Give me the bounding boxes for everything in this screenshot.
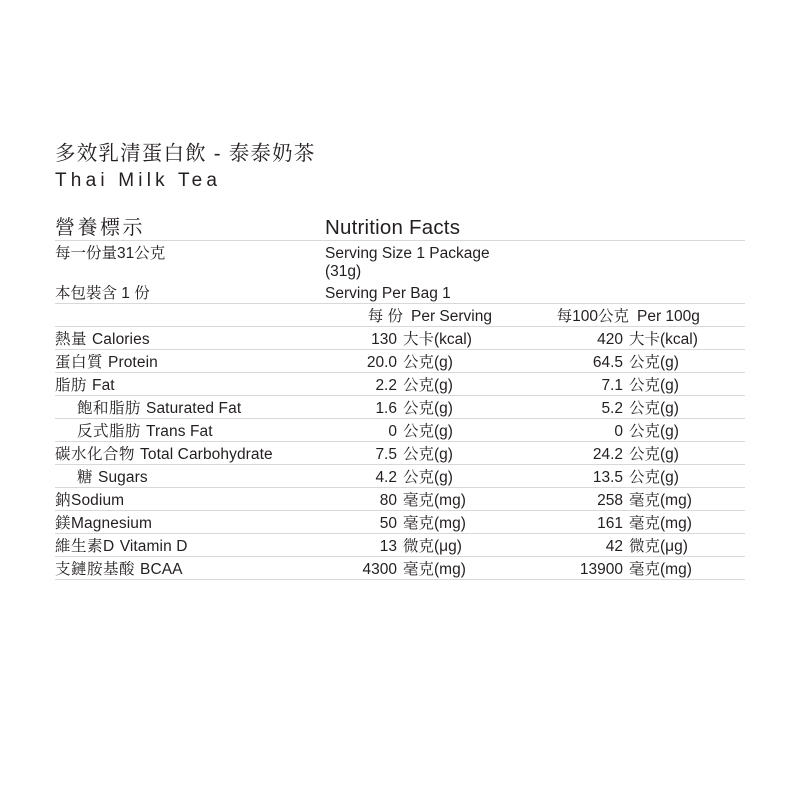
value-per-serving: 2.2 bbox=[375, 377, 397, 395]
nutrient-label-chinese: 飽和脂肪 bbox=[77, 400, 142, 418]
nutrient-label-english: Protein bbox=[108, 354, 158, 372]
value-per-serving: 80 bbox=[379, 492, 397, 510]
nutrient-label-chinese: 支鏈胺基酸 bbox=[55, 561, 136, 579]
value-per-100g: 13.5 bbox=[592, 469, 623, 487]
value-per-serving: 13 bbox=[379, 538, 397, 556]
nutrient-label-chinese: 維生素D bbox=[55, 538, 115, 556]
unit-per-100g: 毫克(mg) bbox=[629, 561, 692, 579]
nutrient-label bbox=[55, 534, 325, 557]
column-header-per-serving-chinese: 每 份 bbox=[367, 308, 403, 326]
value-per-serving: 50 bbox=[379, 515, 397, 533]
table-row bbox=[55, 419, 745, 442]
nutrient-label bbox=[55, 442, 325, 465]
nutrient-label bbox=[55, 327, 325, 350]
value-per-100g: 5.2 bbox=[601, 400, 623, 418]
value-per-100g: 24.2 bbox=[592, 446, 623, 464]
nutrient-label bbox=[55, 488, 325, 511]
nutrient-label bbox=[55, 511, 325, 534]
value-per-serving: 0 bbox=[388, 423, 397, 441]
nutrient-label bbox=[55, 373, 325, 396]
unit-per-100g: 公克(g) bbox=[629, 469, 679, 487]
unit-per-100g: 毫克(mg) bbox=[629, 492, 692, 510]
unit-per-serving: 毫克(mg) bbox=[403, 492, 466, 510]
value-per-100g: 0 bbox=[614, 423, 623, 441]
nutrient-label bbox=[55, 465, 325, 488]
unit-per-100g: 毫克(mg) bbox=[629, 515, 692, 533]
panel-header-row bbox=[55, 211, 745, 241]
panel-header-english: Nutrition Facts bbox=[325, 216, 461, 240]
nutrient-label-chinese: 鈉 bbox=[55, 492, 72, 510]
unit-per-serving: 公克(g) bbox=[403, 377, 453, 395]
serving-size-english: Serving Size 1 Package (31g) bbox=[325, 245, 490, 281]
panel-header-chinese: 營養標示 bbox=[55, 217, 145, 240]
nutrient-label bbox=[55, 557, 325, 580]
panel-header-spacer bbox=[519, 211, 745, 241]
value-per-serving: 7.5 bbox=[375, 446, 397, 464]
unit-per-100g: 公克(g) bbox=[629, 400, 679, 418]
nutrient-label-chinese: 熱量 bbox=[55, 331, 88, 349]
column-header-per-serving-english: Per Serving bbox=[411, 308, 492, 326]
servings-per-bag-english: Serving Per Bag 1 bbox=[325, 285, 451, 303]
nutrient-label-english: Fat bbox=[92, 377, 115, 395]
value-per-serving: 130 bbox=[371, 331, 397, 349]
table-row bbox=[55, 327, 745, 350]
table-row bbox=[55, 350, 745, 373]
unit-per-100g: 公克(g) bbox=[629, 423, 679, 441]
serving-size-row bbox=[55, 241, 745, 282]
table-bottom-rule bbox=[55, 580, 745, 641]
nutrient-label-chinese: 糖 bbox=[77, 469, 94, 487]
column-header-per-100g-english: Per 100g bbox=[637, 308, 700, 326]
column-header-per-100g-chinese: 每100公克 bbox=[556, 308, 629, 326]
nutrition-facts-table bbox=[55, 211, 745, 640]
nutrient-label-english: Trans Fat bbox=[146, 423, 213, 441]
value-per-serving: 20.0 bbox=[366, 354, 397, 372]
value-per-100g: 420 bbox=[597, 331, 623, 349]
value-per-100g: 13900 bbox=[579, 561, 623, 579]
table-row bbox=[55, 557, 745, 580]
table-row bbox=[55, 534, 745, 557]
unit-per-serving: 公克(g) bbox=[403, 423, 453, 441]
value-per-100g: 161 bbox=[597, 515, 623, 533]
unit-per-serving: 大卡(kcal) bbox=[403, 331, 472, 349]
table-bottom-spacer bbox=[55, 580, 745, 641]
value-per-100g: 42 bbox=[605, 538, 623, 556]
nutrient-label-english: Sugars bbox=[98, 469, 148, 487]
value-per-100g: 64.5 bbox=[592, 354, 623, 372]
nutrient-label-english: BCAA bbox=[140, 561, 183, 579]
unit-per-serving: 毫克(mg) bbox=[403, 515, 466, 533]
nutrition-facts-body bbox=[55, 211, 745, 640]
unit-per-serving: 毫克(mg) bbox=[403, 561, 466, 579]
value-per-serving: 1.6 bbox=[375, 400, 397, 418]
product-title-block bbox=[55, 140, 745, 193]
servings-per-bag-spacer bbox=[519, 281, 745, 304]
nutrient-label-english: Magnesium bbox=[71, 515, 153, 533]
product-title-chinese: 多效乳清蛋白飲 - 泰泰奶茶 bbox=[55, 142, 316, 165]
unit-per-100g: 微克(μg) bbox=[629, 538, 688, 556]
unit-per-100g: 公克(g) bbox=[629, 377, 679, 395]
product-title-english: Thai Milk Tea bbox=[55, 169, 222, 191]
unit-per-serving: 公克(g) bbox=[403, 446, 453, 464]
unit-per-100g: 公克(g) bbox=[629, 446, 679, 464]
nutrient-label-chinese: 反式脂肪 bbox=[77, 423, 142, 441]
nutrient-label-chinese: 脂肪 bbox=[55, 377, 88, 395]
nutrient-label-english: Calories bbox=[92, 331, 150, 349]
unit-per-100g: 大卡(kcal) bbox=[629, 331, 698, 349]
serving-size-spacer bbox=[519, 241, 745, 282]
nutrient-label-english: Sodium bbox=[71, 492, 125, 510]
nutrient-label-english: Saturated Fat bbox=[146, 400, 242, 418]
servings-per-bag-row bbox=[55, 281, 745, 304]
table-row bbox=[55, 511, 745, 534]
table-row bbox=[55, 442, 745, 465]
nutrient-label-english: Vitamin D bbox=[119, 538, 188, 556]
nutrient-label-english: Total Carbohydrate bbox=[140, 446, 273, 464]
table-row bbox=[55, 396, 745, 419]
unit-per-serving: 公克(g) bbox=[403, 354, 453, 372]
nutrient-label-chinese: 鎂 bbox=[55, 515, 72, 533]
unit-per-serving: 微克(μg) bbox=[403, 538, 462, 556]
nutrient-label-chinese: 碳水化合物 bbox=[55, 446, 136, 464]
unit-per-serving: 公克(g) bbox=[403, 469, 453, 487]
serving-size-chinese: 每一份量31公克 bbox=[55, 245, 166, 263]
table-row bbox=[55, 465, 745, 488]
nutrient-label-chinese: 蛋白質 bbox=[55, 354, 104, 372]
value-per-serving: 4300 bbox=[362, 561, 397, 579]
column-header-blank bbox=[55, 304, 325, 327]
value-per-100g: 7.1 bbox=[601, 377, 623, 395]
table-row bbox=[55, 373, 745, 396]
value-per-serving: 4.2 bbox=[375, 469, 397, 487]
nutrient-label bbox=[55, 396, 325, 419]
nutrient-label bbox=[55, 419, 325, 442]
table-row bbox=[55, 488, 745, 511]
servings-per-bag-chinese: 本包裝含 1 份 bbox=[55, 285, 150, 303]
nutrient-label bbox=[55, 350, 325, 373]
column-header-row bbox=[55, 304, 745, 327]
value-per-100g: 258 bbox=[597, 492, 623, 510]
unit-per-100g: 公克(g) bbox=[629, 354, 679, 372]
unit-per-serving: 公克(g) bbox=[403, 400, 453, 418]
